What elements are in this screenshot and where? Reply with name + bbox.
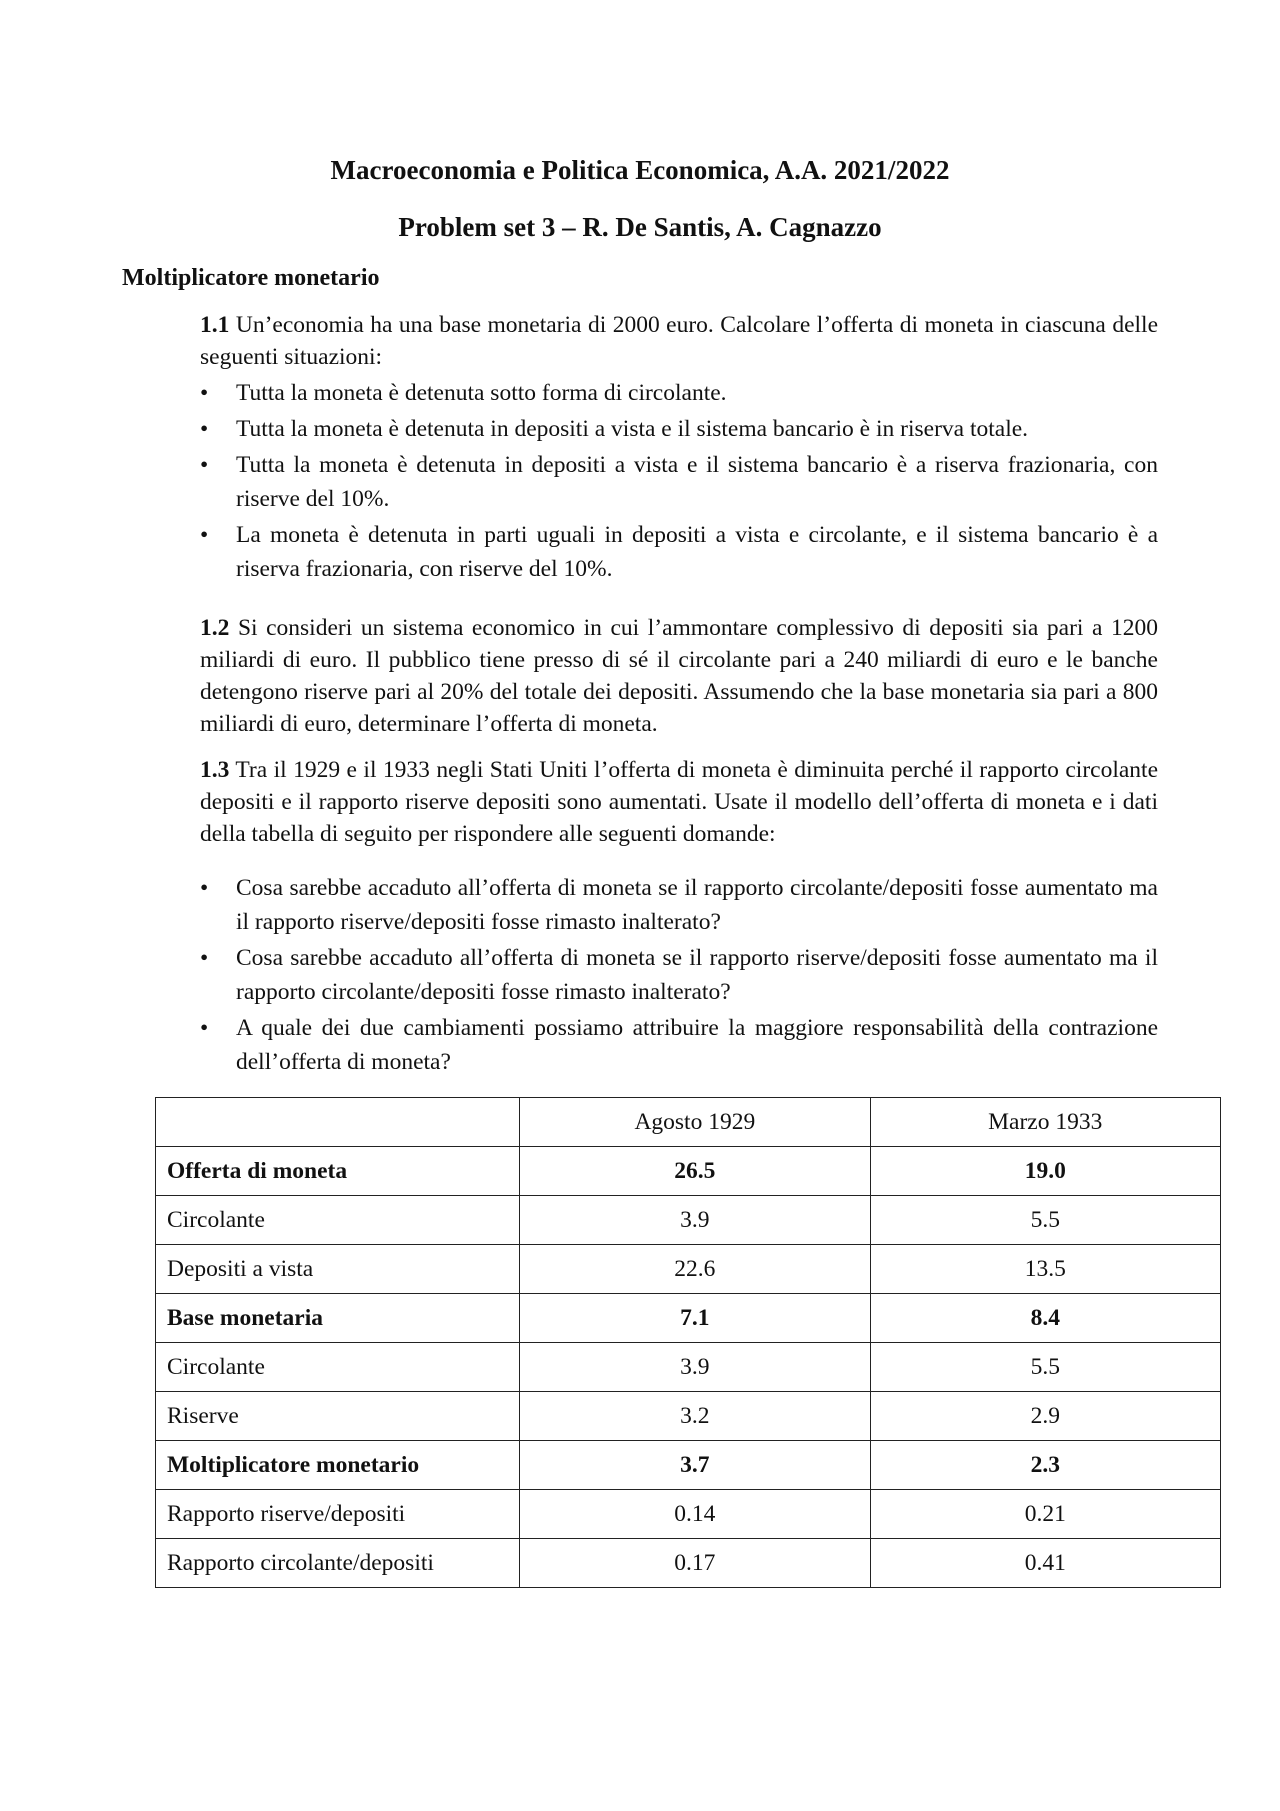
table-cell: 3.9 xyxy=(520,1196,870,1245)
table-cell: 2.3 xyxy=(870,1441,1220,1490)
table-row xyxy=(156,1294,1221,1343)
list-item xyxy=(200,376,1158,410)
table-row xyxy=(156,1343,1221,1392)
table-row xyxy=(156,1245,1221,1294)
table-cell: 5.5 xyxy=(870,1196,1220,1245)
table-cell: Offerta di moneta xyxy=(156,1147,520,1196)
table-cell: 0.21 xyxy=(870,1490,1220,1539)
table-cell: Rapporto riserve/depositi xyxy=(156,1490,520,1539)
document-title: Macroeconomia e Politica Economica, A.A. 2021/2022 xyxy=(330,155,950,185)
list-item xyxy=(200,412,1158,446)
table-cell: 2.9 xyxy=(870,1392,1220,1441)
section-title: Moltiplicatore monetario xyxy=(122,265,380,291)
list-item xyxy=(200,448,1158,516)
question-number: 1.3 xyxy=(200,757,230,783)
table-cell: Base monetaria xyxy=(156,1294,520,1343)
table-cell: Riserve xyxy=(156,1392,520,1441)
list-item-text: Tutta la moneta è detenuta sotto forma di circolante. xyxy=(236,380,727,406)
table-cell: Rapporto circolante/depositi xyxy=(156,1539,520,1588)
question-text: Un’economia ha una base monetaria di 2000 euro. Calcolare l’offerta di moneta in ciascuna delle seguenti situazioni: xyxy=(200,312,1158,370)
bullet-icon: • xyxy=(200,1015,209,1041)
question-1-2 xyxy=(200,612,1158,740)
table-cell: 7.1 xyxy=(520,1294,870,1343)
list-item-text: A quale dei due cambiamenti possiamo attribuire la maggiore responsabilità della contrazione dell’offerta di moneta? xyxy=(236,1015,1158,1075)
data-table xyxy=(155,1097,1221,1588)
question-1-3 xyxy=(200,754,1158,850)
table-cell: Moltiplicatore monetario xyxy=(156,1441,520,1490)
table-cell: 5.5 xyxy=(870,1343,1220,1392)
table-cell: 13.5 xyxy=(870,1245,1220,1294)
table-cell: 0.41 xyxy=(870,1539,1220,1588)
list-item-text: La moneta è detenuta in parti uguali in depositi a vista e circolante, e il sistema bancario è a riserva frazionaria, con riserve del 10%. xyxy=(236,522,1158,582)
table-cell: Circolante xyxy=(156,1196,520,1245)
table-cell: Depositi a vista xyxy=(156,1245,520,1294)
list-item xyxy=(200,871,1158,939)
bullet-icon: • xyxy=(200,522,209,548)
table-row xyxy=(156,1539,1221,1588)
table-cell: 3.2 xyxy=(520,1392,870,1441)
list-item xyxy=(200,1011,1158,1079)
list-item-text: Cosa sarebbe accaduto all’offerta di moneta se il rapporto circolante/depositi fosse aumentato ma il rapporto riserve/depositi fosse rimasto inalterato? xyxy=(236,875,1158,935)
bullet-icon: • xyxy=(200,452,209,478)
table-header-cell xyxy=(156,1098,520,1147)
question-text: Si consideri un sistema economico in cui l’ammontare complessivo di depositi sia pari a 1200 miliardi di euro. Il pubblico tiene presso di sé il circolante pari a 240 miliardi di euro e le banche detengono riserve pari al 20% del totale dei depositi. Assumendo che la base monetaria sia pari a 800 miliardi di euro, determinare l’offerta di moneta. xyxy=(200,615,1158,737)
table-cell: 22.6 xyxy=(520,1245,870,1294)
question-1-3-list xyxy=(200,871,1158,1081)
question-text: Tra il 1929 e il 1933 negli Stati Uniti l’offerta di moneta è diminuita perché il rapporto circolante depositi e il rapporto riserve depositi sono aumentati. Usate il modello dell’offerta di moneta e i dati della tabella di seguito per rispondere alle seguenti domande: xyxy=(200,757,1158,847)
table-cell: 3.9 xyxy=(520,1343,870,1392)
question-number: 1.2 xyxy=(200,615,230,641)
document-subtitle: Problem set 3 – R. De Santis, A. Cagnazzo xyxy=(398,212,882,242)
table-header-cell: Marzo 1933 xyxy=(870,1098,1220,1147)
question-number: 1.1 xyxy=(200,312,230,338)
list-item-text: Cosa sarebbe accaduto all’offerta di moneta se il rapporto riserve/depositi fosse aumentato ma il rapporto circolante/depositi fosse rimasto inalterato? xyxy=(236,945,1158,1005)
table-cell: 19.0 xyxy=(870,1147,1220,1196)
table-cell: Circolante xyxy=(156,1343,520,1392)
table-cell: 26.5 xyxy=(520,1147,870,1196)
table-row xyxy=(156,1392,1221,1441)
question-1-1-list xyxy=(200,376,1158,588)
table-row xyxy=(156,1441,1221,1490)
table-cell: 0.17 xyxy=(520,1539,870,1588)
table-cell: 0.14 xyxy=(520,1490,870,1539)
list-item xyxy=(200,941,1158,1009)
table-header-cell: Agosto 1929 xyxy=(520,1098,870,1147)
table-cell: 3.7 xyxy=(520,1441,870,1490)
table-row xyxy=(156,1147,1221,1196)
list-item-text: Tutta la moneta è detenuta in depositi a vista e il sistema bancario è a riserva frazionaria, con riserve del 10%. xyxy=(236,452,1158,512)
list-item-text: Tutta la moneta è detenuta in depositi a vista e il sistema bancario è in riserva totale. xyxy=(236,416,1029,442)
bullet-icon: • xyxy=(200,380,209,406)
list-item xyxy=(200,518,1158,586)
question-1-1 xyxy=(200,309,1158,373)
table-cell: 8.4 xyxy=(870,1294,1220,1343)
table-row xyxy=(156,1196,1221,1245)
bullet-icon: • xyxy=(200,945,209,971)
table-header-row xyxy=(156,1098,1221,1147)
table-row xyxy=(156,1490,1221,1539)
bullet-icon: • xyxy=(200,416,209,442)
bullet-icon: • xyxy=(200,875,209,901)
